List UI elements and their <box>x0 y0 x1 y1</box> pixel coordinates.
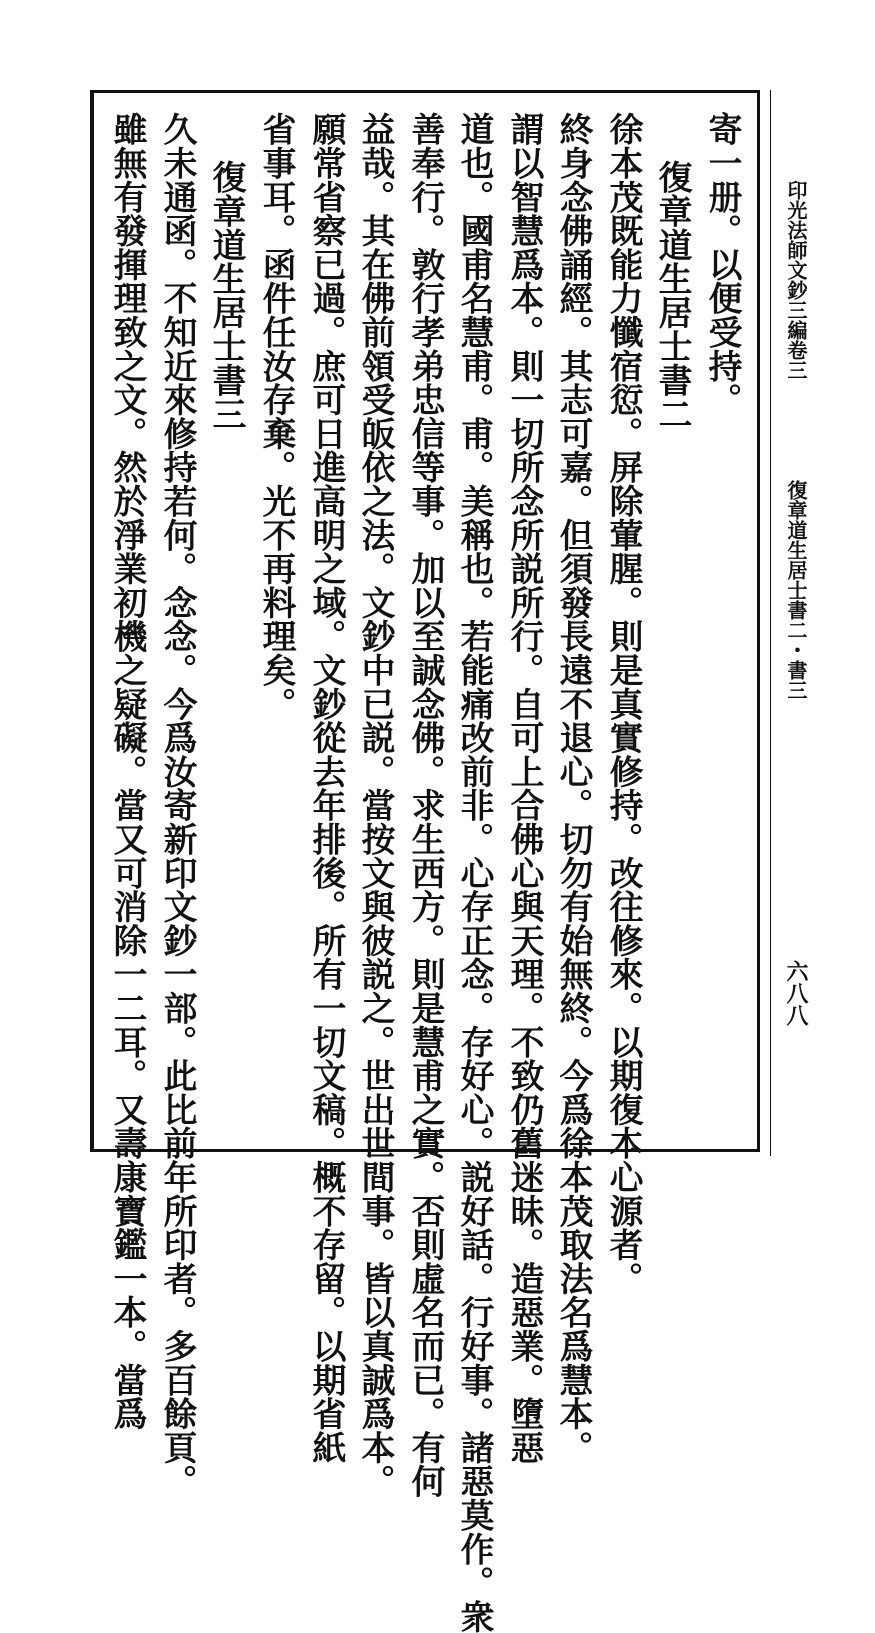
text-column-13: 雖無有發揮理致之文。然於淨業初機之疑礙。當又可消除一二耳。又壽康寶鑑一本。當爲 <box>108 112 148 1431</box>
page-number: 六八八 <box>783 960 809 1026</box>
text-column-4: 終身念佛誦經。其志可嘉。但須發長遠不退心。切勿有始無終。今爲徐本茂取法名爲慧本。 <box>554 112 594 1464</box>
text-column-7: 善奉行。敦行孝弟忠信等事。加以至誠念佛。求生西方。則是慧甫之實。否則虛名而已。有何 <box>406 112 446 1498</box>
text-column-9: 願常省察已過。庶可日進高明之域。文鈔從去年排後。所有一切文稿。概不存留。以期省紙 <box>307 112 347 1464</box>
margin-divider-rule <box>770 90 771 1156</box>
text-column-5: 謂以智慧爲本。則一切所念所説所行。自可上合佛心與天理。不致仍舊迷昧。造惡業。墮惡 <box>505 112 545 1464</box>
text-column-10: 省事耳。函件任汝存棄。光不再料理矣。 <box>257 112 297 721</box>
text-column-8: 益哉。其在佛前領受皈依之法。文鈔中已説。當按文與彼説之。世出世間事。皆以真誠爲本。 <box>356 112 396 1498</box>
text-column-6: 道也。國甫名慧甫。甫。美稱也。若能痛改前非。心存正念。存好心。説好話。行好事。諸惡莫作。衆 <box>455 112 495 1633</box>
letter-title-book-three: 復章道生居士書三 <box>207 160 247 431</box>
text-column-1: 寄一册。以便受持。 <box>703 112 743 417</box>
text-column-3: 徐本茂既能力懺宿愆。屏除葷腥。則是真實修持。改往修來。以期復本心源者。 <box>604 112 644 1295</box>
margin-section-title: 復章道生居士書二・書三 <box>784 480 808 700</box>
letter-title-book-two: 復章道生居士書二 <box>653 160 693 431</box>
margin-book-title: 印光法師文鈔三編卷三 <box>784 180 808 380</box>
text-column-12: 久未通函。不知近來修持若何。念念。今爲汝寄新印文鈔一部。此比前年所印者。多百餘頁。 <box>158 112 198 1498</box>
